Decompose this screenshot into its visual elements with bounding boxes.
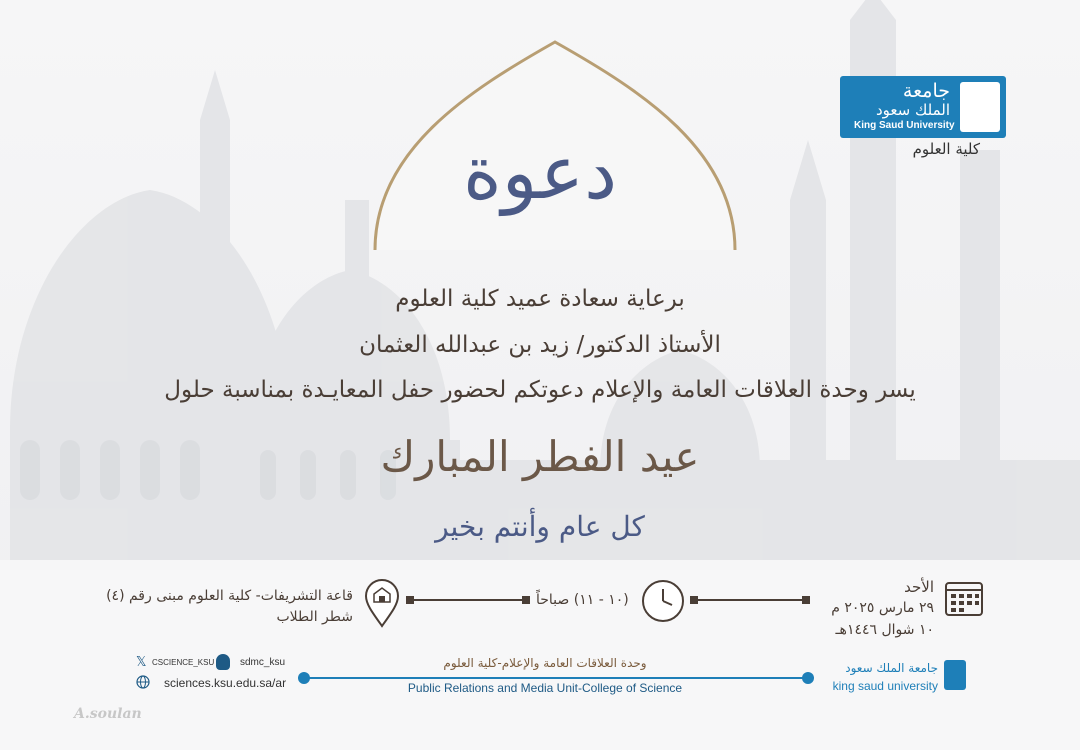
college-name: كلية العلوم <box>912 140 980 158</box>
page-title: دعوة <box>462 130 618 216</box>
footer-unit-ar: وحدة العلاقات العامة والإعلام-كلية العلوم <box>443 656 647 670</box>
x-handle-link[interactable]: CSCIENCE_KSU <box>152 658 215 667</box>
connector-line <box>690 594 810 606</box>
event-day: الأحد <box>904 578 934 596</box>
website-link[interactable]: sciences.ksu.edu.sa/ar <box>164 676 287 690</box>
ksu-seal-icon <box>960 82 1000 132</box>
snapchat-handle-link[interactable]: sdmc_ksu <box>240 657 286 668</box>
snapchat-icon <box>216 654 230 670</box>
ksu-logo <box>840 76 1006 138</box>
event-time: (١٠ - ١١) صباحاً <box>536 592 629 608</box>
location-line2: شطر الطلاب <box>276 609 353 625</box>
logo-name-ar-line2: الملك سعود <box>875 101 950 119</box>
location-icon <box>362 578 402 628</box>
ksu-footer-seal-icon <box>944 660 966 690</box>
footer-ksu-ar: جامعة الملك سعود <box>845 661 938 675</box>
patronage-line2: الأستاذ الدكتور/ زيد بن عبدالله العثمان <box>359 332 721 358</box>
logo-name-en: King Saud University <box>854 120 955 131</box>
invitation-line: يسر وحدة العلاقات العامة والإعلام دعوتكم لحضور حفل المعايـدة بمناسبة حلول <box>164 377 916 403</box>
location-line1: قاعة التشريفات- كلية العلوم مبنى رقم (٤) <box>106 588 353 604</box>
clock-icon <box>640 578 686 624</box>
logo-name-ar-line1: جامعة <box>902 80 950 102</box>
globe-icon <box>136 675 150 689</box>
patronage-line1: برعاية سعادة عميد كلية العلوم <box>395 286 685 312</box>
designer-signature: A.soulan <box>74 706 142 722</box>
greeting-text: كل عام وأنتم بخير <box>435 510 645 543</box>
occasion-title: عيد الفطر المبارك <box>380 432 700 481</box>
footer-unit-en: Public Relations and Media Unit-College of Science <box>407 681 683 695</box>
x-icon: 𝕏 <box>136 655 147 670</box>
event-date-gregorian: ٢٩ مارس ٢٠٢٥ م <box>831 600 934 616</box>
footer-ksu-en: king saud university <box>832 679 938 693</box>
event-date-hijri: ١٠ شوال ١٤٤٦هـ <box>835 622 934 638</box>
connector-line-2 <box>406 594 530 606</box>
calendar-icon <box>944 578 984 618</box>
